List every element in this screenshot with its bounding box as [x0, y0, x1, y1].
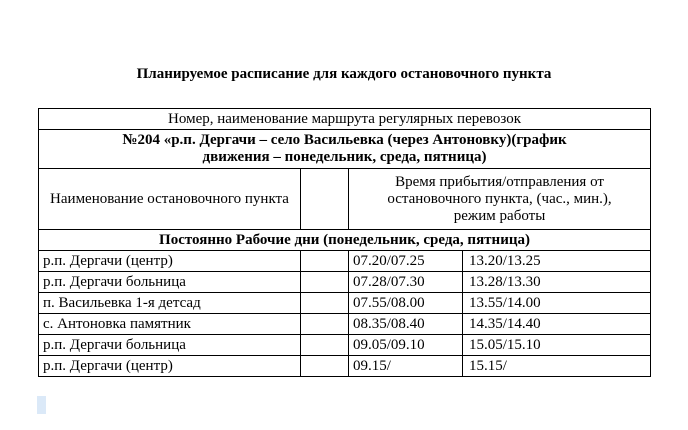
empty-cell [301, 314, 349, 335]
table-row [39, 272, 651, 293]
empty-cell [301, 356, 349, 377]
table-row [39, 335, 651, 356]
empty-header-cell [301, 169, 349, 230]
route-name-cell [39, 130, 651, 169]
table-row [39, 356, 651, 377]
time-cell-1: 07.28/07.30 [349, 272, 463, 293]
time-cell-1: 09.05/09.10 [349, 335, 463, 356]
section-cell: Постоянно Рабочие дни (понедельник, среда, пятница) [39, 230, 651, 251]
stop-name-cell: с. Антоновка памятник [39, 314, 301, 335]
stop-name-cell: р.п. Дергачи больница [39, 272, 301, 293]
route-header-row [39, 109, 651, 130]
text-cursor-highlight [37, 396, 46, 414]
route-name-line1: №204 «р.п. Дергачи – село Васильевка (через Антоновку)(график [122, 132, 567, 148]
route-header-cell: Номер, наименование маршрута регулярных перевозок [39, 109, 651, 130]
stop-name-cell: р.п. Дергачи (центр) [39, 356, 301, 377]
empty-cell [301, 293, 349, 314]
time-cell-2: 15.15/ [463, 356, 651, 377]
time-cell-2: 14.35/14.40 [463, 314, 651, 335]
stop-name-cell: п. Васильевка 1-я детсад [39, 293, 301, 314]
time-cell-1: 09.15/ [349, 356, 463, 377]
time-cell-1: 07.55/08.00 [349, 293, 463, 314]
time-cell-1: 07.20/07.25 [349, 251, 463, 272]
section-row [39, 230, 651, 251]
route-name-row [39, 130, 651, 169]
time-cell-2: 15.05/15.10 [463, 335, 651, 356]
table-row [39, 293, 651, 314]
empty-cell [301, 335, 349, 356]
time-cell-2: 13.28/13.30 [463, 272, 651, 293]
stop-name-cell: р.п. Дергачи (центр) [39, 251, 301, 272]
column-header-row [39, 169, 651, 230]
empty-cell [301, 272, 349, 293]
time-cell-2: 13.55/14.00 [463, 293, 651, 314]
empty-cell [301, 251, 349, 272]
page-title: Планируемое расписание для каждого остановочного пункта [136, 66, 552, 82]
table-row [39, 251, 651, 272]
time-cell-2: 13.20/13.25 [463, 251, 651, 272]
time-cell-1: 08.35/08.40 [349, 314, 463, 335]
table-row [39, 314, 651, 335]
route-name-line2: движения – понедельник, среда, пятница) [202, 149, 487, 165]
stop-name-header: Наименование остановочного пункта [39, 169, 301, 230]
time-header: Время прибытия/отправления от остановочного пункта, (час., мин.), режим работы [349, 169, 651, 230]
stop-name-cell: р.п. Дергачи больница [39, 335, 301, 356]
schedule-table [38, 108, 651, 377]
